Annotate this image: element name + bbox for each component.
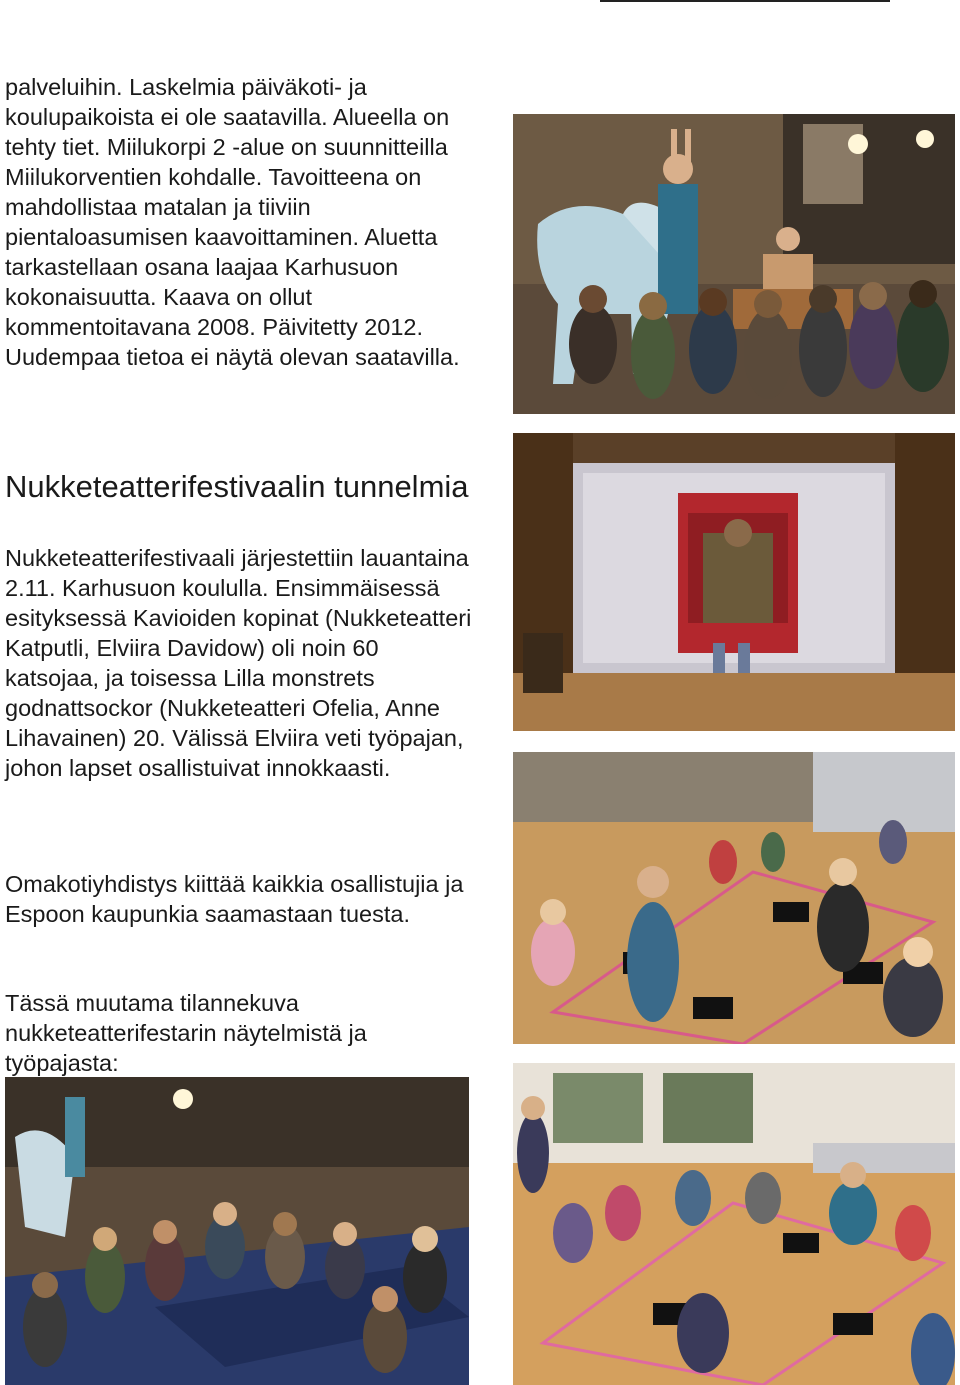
- paragraph-photos-intro: Tässä muutama tilannekuva nukketeatterifestarin näytelmistä ja työpajasta:: [5, 990, 367, 1076]
- section-heading: Nukketeatterifestivaalin tunnelmia: [5, 469, 469, 504]
- paragraph-thanks: Omakotiyhdistys kiittää kaikkia osallistujia ja Espoon kaupunkia saamastaan tuesta.: [5, 871, 464, 927]
- paragraph-festival: Nukketeatterifestivaali järjestettiin lauantaina 2.11. Karhusuon koululla. Ensimmäisessä esityksessä Kavioiden kopinat (Nukketeatteri Katputli, Elviira Davidow) oli noin 60 katsojaa, ja toisessa Lilla monstrets godnattsockor (Nukketeatteri Ofelia, Anne Lihavainen) 20. Välissä Elviira veti työpajan, johon lapset osallistuivat innokkaasti.: [5, 545, 472, 781]
- photo-puppet-stage: [513, 433, 955, 731]
- photo-audience-mats: [5, 1077, 469, 1385]
- top-rule: [600, 0, 890, 2]
- photo-workshop-floor: [513, 752, 955, 1044]
- paragraph-zoning: palveluihin. Laskelmia päiväkoti- ja koulupaikoista ei ole saatavilla. Alueella on tehty tiet. Miilukorpi 2 -alue on suunnitteilla Miilukorventien kohdalle. Tavoitteena on mahdollistaa matalan ja tiiviin pientaloasumisen kaavoittaminen. Aluetta tarkastellaan osana laajaa Karhusuon kokonaisuutta. Kaava on ollut kommentoitavana 2008. Päivitetty 2012. Uudempaa tietoa ei näytä olevan saatavilla.: [5, 74, 460, 370]
- photo-puppet-show-audience: [513, 114, 955, 414]
- photo-gym-workshop: [513, 1063, 955, 1385]
